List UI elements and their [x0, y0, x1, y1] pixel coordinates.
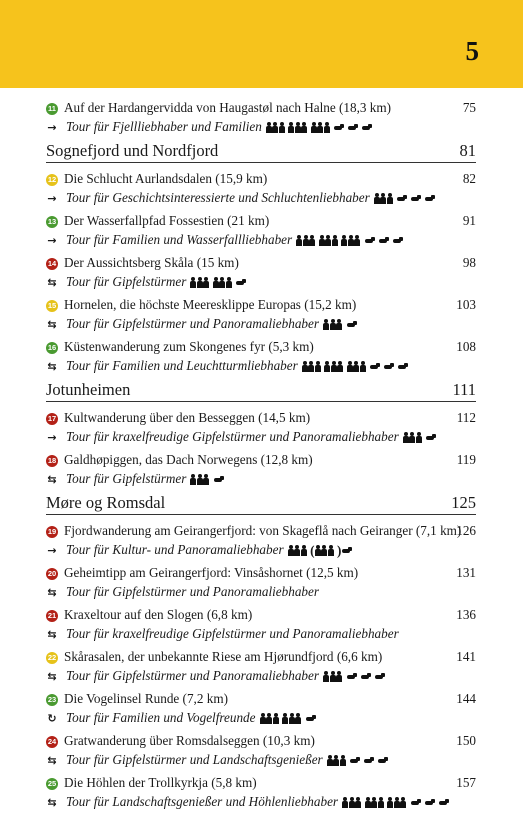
- entry-title: Fjordwanderung am Geirangerfjord: von Skageflå nach Geiranger (7,1 km): [64, 523, 462, 538]
- route-type-icon: →: [47, 121, 57, 134]
- family-icon: [347, 357, 367, 377]
- person-icon: [301, 545, 307, 555]
- person-icon: [340, 755, 346, 765]
- person-icon: [295, 122, 301, 132]
- dog-icon: [397, 363, 408, 371]
- person-icon: [295, 713, 301, 723]
- entry-title: Küstenwanderung zum Skongenes fyr (5,3 km): [64, 339, 314, 354]
- route-type-icon: ⇆: [47, 586, 57, 599]
- toc-entry[interactable]: [46, 521, 476, 563]
- entry-tour-line: [46, 750, 476, 770]
- route-type-icon: ⇆: [47, 318, 57, 331]
- toc-entry[interactable]: [46, 98, 476, 140]
- dog-icon: [213, 476, 224, 484]
- dog-icon: [363, 757, 374, 765]
- section-heading: [46, 140, 476, 163]
- entry-title: Galdhøpiggen, das Dach Norwegens (12,8 km): [64, 452, 313, 467]
- suitability-icons: [302, 357, 412, 377]
- entry-title: Hornelen, die höchste Meeresklippe Europas (15,2 km): [64, 297, 357, 312]
- person-icon: [323, 671, 329, 681]
- section-page-number: 81: [459, 141, 476, 160]
- family-icon: [403, 428, 423, 448]
- section-title: Sognefjord und Nordfjord: [46, 141, 219, 160]
- section-page-number: 125: [451, 493, 476, 512]
- suitability-icons: [288, 541, 356, 561]
- entry-page-number: 131: [456, 565, 476, 580]
- person-icon: [319, 235, 325, 245]
- person-icon: [288, 122, 294, 132]
- entry-page-number: 144: [456, 691, 476, 706]
- family-icon: [323, 315, 343, 335]
- route-type-icon: →: [47, 192, 57, 205]
- person-icon: [330, 319, 336, 329]
- section-heading: [46, 492, 476, 515]
- person-icon: [374, 193, 380, 203]
- person-icon: [349, 797, 355, 807]
- person-icon: [266, 713, 272, 723]
- person-icon: [327, 755, 333, 765]
- dog-icon: [410, 195, 421, 203]
- person-icon: [330, 671, 336, 681]
- suitability-icons: [296, 231, 406, 251]
- person-icon: [279, 122, 285, 132]
- person-icon: [315, 361, 321, 371]
- entry-title-line: [46, 98, 476, 118]
- tour-number-badge: 13: [47, 217, 57, 226]
- tour-number-badge: 21: [47, 611, 57, 620]
- dog-icon: [392, 237, 403, 245]
- entry-title: Kraxeltour auf den Slogen (6,8 km): [64, 607, 253, 622]
- entry-title-line: [46, 211, 476, 231]
- person-icon: [301, 122, 307, 132]
- entry-tour-line: [46, 427, 476, 447]
- suitability-icons: [403, 428, 440, 448]
- entry-tour-line: [46, 792, 476, 812]
- person-icon: [325, 235, 331, 245]
- toc-entry[interactable]: [46, 408, 476, 450]
- entry-tour-line: [46, 272, 476, 292]
- dog-icon: [347, 124, 358, 132]
- entry-title: Die Vogelinsel Runde (7,2 km): [64, 691, 228, 706]
- dog-icon: [346, 321, 357, 329]
- person-icon: [266, 122, 272, 132]
- tour-description: Tour für Geschichtsinteressierte und Schluchtenliebhaber: [66, 190, 370, 205]
- tour-description: Tour für Gipfelstürmer und Landschaftsgenießer: [66, 752, 323, 767]
- tour-number-badge: 17: [47, 414, 57, 423]
- family-icon: [190, 470, 210, 490]
- suitability-icons: [190, 273, 249, 293]
- entry-title-line: [46, 408, 476, 428]
- tour-description: Tour für Gipfelstürmer: [66, 471, 187, 486]
- dog-icon: [349, 757, 360, 765]
- family-icon: [260, 709, 280, 729]
- table-of-contents: [46, 98, 476, 815]
- suitability-icons: [190, 470, 227, 490]
- toc-entry[interactable]: [46, 169, 476, 211]
- person-icon: [400, 797, 406, 807]
- family-icon: [190, 273, 210, 293]
- tour-number-badge: 18: [47, 456, 57, 465]
- person-icon: [190, 277, 196, 287]
- family-icon: [319, 231, 339, 251]
- dog-icon: [360, 673, 371, 681]
- entry-tour-line: [46, 708, 476, 728]
- person-icon: [387, 797, 393, 807]
- entry-page-number: 82: [462, 171, 476, 186]
- toc-entry[interactable]: [46, 253, 476, 295]
- dog-icon: [305, 715, 316, 723]
- entry-tour-line: [46, 356, 476, 376]
- entry-title-line: [46, 169, 476, 189]
- family-icon: [374, 189, 394, 209]
- tour-description: Tour für kraxelfreudige Gipfelstürmer und Panoramaliebhaber: [66, 429, 399, 444]
- toc-entry[interactable]: [46, 647, 476, 689]
- person-icon: [197, 474, 203, 484]
- entry-page-number: 136: [456, 607, 476, 622]
- suitability-icons: [374, 189, 439, 209]
- person-icon: [416, 432, 422, 442]
- entry-title: Gratwanderung über Romsdalseggen (10,3 km): [64, 733, 315, 748]
- entry-title-line: [46, 295, 476, 315]
- dog-icon: [341, 547, 352, 555]
- entry-title: Skårasalen, der unbekannte Riese am Hjørundfjord (6,6 km): [64, 649, 383, 664]
- person-icon: [260, 713, 266, 723]
- toc-entry[interactable]: [46, 563, 476, 605]
- entry-title: Kultwanderung über den Besseggen (14,5 km): [64, 410, 311, 425]
- entry-tour-line: [46, 469, 476, 489]
- entry-title: Der Wasserfallpfad Fossestien (21 km): [64, 213, 270, 228]
- entry-title-line: [46, 773, 476, 793]
- person-icon: [273, 713, 279, 723]
- entry-page-number: 75: [462, 100, 476, 115]
- person-icon: [282, 713, 288, 723]
- dog-icon: [333, 124, 344, 132]
- family-icon: [288, 118, 308, 138]
- person-icon: [309, 235, 315, 245]
- person-icon: [272, 122, 278, 132]
- tour-number-badge: 14: [47, 259, 57, 268]
- dog-icon: [438, 799, 449, 807]
- suitability-icons: [323, 315, 360, 335]
- tour-number-badge: 15: [47, 301, 57, 310]
- route-type-icon: →: [47, 234, 57, 247]
- tour-number-badge: 23: [47, 695, 57, 704]
- person-icon: [380, 193, 386, 203]
- person-icon: [348, 235, 354, 245]
- entry-tour-line: [46, 117, 476, 137]
- person-icon: [296, 235, 302, 245]
- entry-page-number: 157: [456, 775, 476, 790]
- route-type-icon: ↻: [47, 712, 57, 725]
- person-icon: [303, 235, 309, 245]
- toc-entry[interactable]: [46, 211, 476, 253]
- toc-entry[interactable]: [46, 605, 476, 647]
- tour-description: Tour für kraxelfreudige Gipfelstürmer und Panoramaliebhaber: [66, 626, 399, 641]
- entry-page-number: 103: [456, 297, 476, 312]
- person-icon: [324, 361, 330, 371]
- entry-page-number: 108: [456, 339, 476, 354]
- section-page-number: 111: [452, 380, 476, 399]
- tour-number-badge: 12: [47, 175, 57, 184]
- tour-number-badge: 22: [47, 653, 57, 662]
- suitability-icons: [327, 751, 392, 771]
- entry-title: Der Aussichtsberg Skåla (15 km): [64, 255, 239, 270]
- person-icon: [341, 235, 347, 245]
- entry-tour-line: [46, 314, 476, 334]
- entry-title-line: [46, 253, 476, 273]
- person-icon: [315, 545, 321, 555]
- entry-title: Auf der Hardangervidda von Haugastøl nach Halne (18,3 km): [64, 100, 392, 115]
- person-icon: [190, 474, 196, 484]
- person-icon: [336, 319, 342, 329]
- entry-title: Geheimtipp am Geirangerfjord: Vinsåshornet (12,5 km): [64, 565, 359, 580]
- person-icon: [308, 361, 314, 371]
- tour-description: Tour für Familien und Wasserfallliebhaber: [66, 232, 293, 247]
- person-icon: [324, 122, 330, 132]
- toc-entry[interactable]: [46, 731, 476, 773]
- tour-number-badge: 25: [47, 779, 57, 788]
- section-title: Møre og Romsdal: [46, 493, 166, 512]
- tour-description: Tour für Familien und Vogelfreunde: [66, 710, 256, 725]
- entry-page-number: 126: [456, 523, 476, 538]
- tour-number-badge: 11: [46, 103, 58, 115]
- tour-description: Tour für Gipfelstürmer und Panoramaliebhaber: [66, 668, 320, 683]
- toc-entry[interactable]: [46, 450, 476, 492]
- person-icon: [336, 671, 342, 681]
- person-icon: [323, 319, 329, 329]
- tour-description: Tour für Gipfelstürmer und Panoramaliebhaber: [66, 316, 320, 331]
- route-type-icon: ⇆: [47, 670, 57, 683]
- person-icon: [333, 755, 339, 765]
- dog-icon: [361, 124, 372, 132]
- person-icon: [387, 193, 393, 203]
- page-number: 5: [465, 36, 479, 66]
- family-icon: [324, 357, 344, 377]
- person-icon: [331, 361, 337, 371]
- tour-number-badge: 16: [47, 343, 57, 352]
- toc-entry[interactable]: [46, 295, 476, 337]
- person-icon: [347, 361, 353, 371]
- entry-title-line: [46, 337, 476, 357]
- route-type-icon: →: [47, 431, 57, 444]
- dog-icon: [235, 279, 246, 287]
- person-icon: [337, 361, 343, 371]
- entry-title-line: [46, 521, 476, 541]
- entry-title-line: [46, 689, 476, 709]
- section-heading: [46, 379, 476, 402]
- page-header-band: [0, 0, 523, 88]
- entry-title: Die Höhlen der Trollkyrkja (5,8 km): [64, 775, 257, 790]
- person-icon: [311, 122, 317, 132]
- entry-page-number: 98: [462, 255, 476, 270]
- person-icon: [332, 235, 338, 245]
- paren-open-icon: (: [310, 543, 315, 558]
- person-icon: [354, 235, 360, 245]
- dog-icon: [374, 673, 385, 681]
- person-icon: [353, 361, 359, 371]
- entry-tour-line: [46, 624, 476, 644]
- person-icon: [219, 277, 225, 287]
- person-icon: [294, 545, 300, 555]
- toc-entry[interactable]: [46, 689, 476, 731]
- person-icon: [197, 277, 203, 287]
- person-icon: [321, 545, 327, 555]
- dog-icon: [424, 195, 435, 203]
- dog-icon: [396, 195, 407, 203]
- person-icon: [288, 545, 294, 555]
- family-icon: [342, 793, 362, 813]
- dog-icon: [377, 757, 388, 765]
- dog-icon: [425, 434, 436, 442]
- section-title: Jotunheimen: [46, 380, 131, 399]
- dog-icon: [383, 363, 394, 371]
- entry-title-line: [46, 605, 476, 625]
- route-type-icon: ⇆: [47, 754, 57, 767]
- toc-entry[interactable]: [46, 773, 476, 815]
- entry-title-line: [46, 731, 476, 751]
- family-icon: [266, 118, 286, 138]
- tour-description: Tour für Kultur- und Panoramaliebhaber: [66, 542, 284, 557]
- entry-tour-line: [46, 230, 476, 250]
- route-type-icon: ⇆: [47, 796, 57, 809]
- dog-icon: [410, 799, 421, 807]
- entry-title-line: [46, 647, 476, 667]
- entry-page-number: 150: [456, 733, 476, 748]
- route-type-icon: ⇆: [47, 473, 57, 486]
- entry-page-number: 112: [456, 410, 476, 425]
- family-icon: [282, 709, 302, 729]
- dog-icon: [364, 237, 375, 245]
- person-icon: [302, 361, 308, 371]
- entry-title-line: [46, 563, 476, 583]
- tour-number-badge: 19: [47, 527, 57, 536]
- entry-tour-line: [46, 188, 476, 208]
- person-icon: [203, 277, 209, 287]
- paren-close-icon: ): [337, 543, 342, 558]
- entry-tour-line: [46, 666, 476, 686]
- entry-tour-line: [46, 582, 476, 602]
- entry-page-number: 119: [456, 452, 476, 467]
- entry-page-number: 91: [462, 213, 476, 228]
- tour-description: Tour für Fjellliebhaber und Familien: [66, 119, 262, 134]
- dog-icon: [346, 673, 357, 681]
- suitability-icons: [342, 793, 452, 813]
- family-icon: [302, 357, 322, 377]
- entry-title: Die Schlucht Aurlandsdalen (15,9 km): [64, 171, 268, 186]
- person-icon: [394, 797, 400, 807]
- family-icon: [311, 118, 331, 138]
- suitability-icons: [323, 667, 388, 687]
- route-type-icon: ⇆: [47, 628, 57, 641]
- tour-number-badge: 24: [47, 737, 57, 746]
- family-icon: [387, 793, 407, 813]
- entry-title-line: [46, 450, 476, 470]
- person-icon: [403, 432, 409, 442]
- family-icon: [213, 273, 233, 293]
- family-icon: [327, 751, 347, 771]
- person-icon: [342, 797, 348, 807]
- person-icon: [360, 361, 366, 371]
- suitability-icons: [266, 118, 376, 138]
- family-icon: [296, 231, 316, 251]
- tour-description: Tour für Familien und Leuchtturmliebhaber: [66, 358, 298, 373]
- person-icon: [289, 713, 295, 723]
- dog-icon: [369, 363, 380, 371]
- suitability-icons: [260, 709, 319, 729]
- route-type-icon: ⇆: [47, 276, 57, 289]
- person-icon: [409, 432, 415, 442]
- route-type-icon: →: [47, 544, 57, 557]
- entry-page-number: 141: [456, 649, 476, 664]
- entry-tour-line: [46, 540, 476, 560]
- person-icon: [328, 545, 334, 555]
- tour-description: Tour für Gipfelstürmer und Panoramaliebhaber: [66, 584, 320, 599]
- family-icon: [315, 541, 335, 561]
- person-icon: [378, 797, 384, 807]
- route-type-icon: ⇆: [47, 360, 57, 373]
- family-icon: [365, 793, 385, 813]
- family-icon: [341, 231, 361, 251]
- person-icon: [213, 277, 219, 287]
- tour-number-badge: 20: [47, 569, 57, 578]
- person-icon: [371, 797, 377, 807]
- person-icon: [226, 277, 232, 287]
- person-icon: [203, 474, 209, 484]
- tour-description: Tour für Gipfelstürmer: [66, 274, 187, 289]
- family-icon: [323, 667, 343, 687]
- toc-entry[interactable]: [46, 337, 476, 379]
- person-icon: [317, 122, 323, 132]
- person-icon: [365, 797, 371, 807]
- dog-icon: [424, 799, 435, 807]
- tour-description: Tour für Landschaftsgenießer und Höhlenliebhaber: [66, 794, 339, 809]
- person-icon: [355, 797, 361, 807]
- family-icon: [288, 541, 308, 561]
- dog-icon: [378, 237, 389, 245]
